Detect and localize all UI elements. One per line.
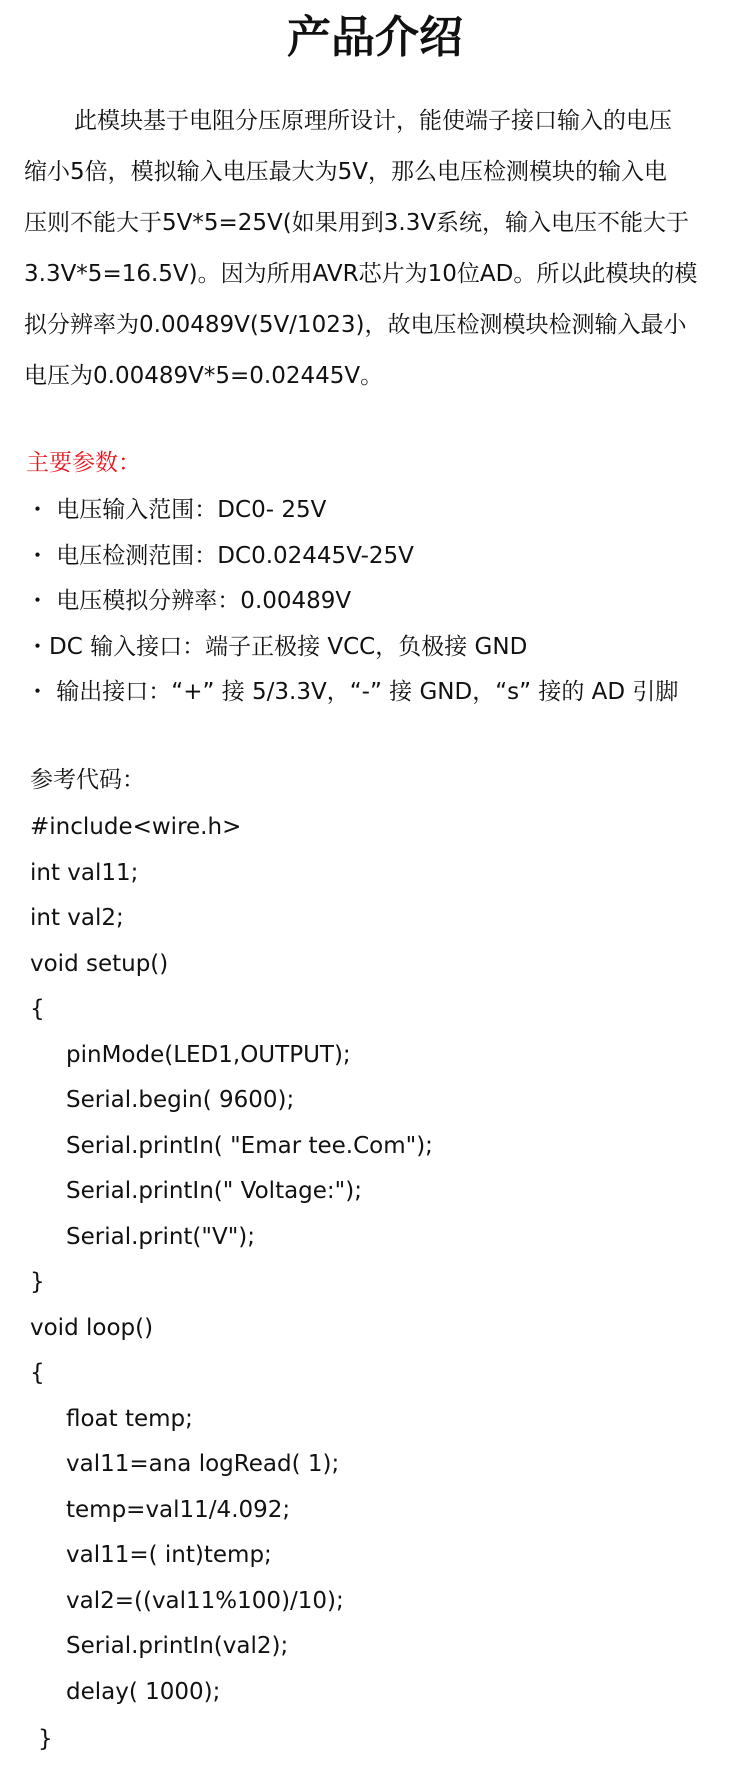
intro-paragraph (24, 96, 734, 402)
params-heading: 主要参数： (26, 450, 141, 476)
param-item: ・ 电压检测范围：DC0.02445V-25V (26, 542, 414, 569)
code-line: delay( 1000); (66, 1678, 221, 1705)
code-line: { (30, 1360, 45, 1386)
code-line: } (30, 1269, 45, 1295)
intro-line: 缩小5倍，模拟输入电压最大为5V，那么电压检测模块的输入电 (24, 159, 668, 185)
code-line: { (30, 996, 45, 1022)
code-line: val11=( int)temp; (66, 1542, 272, 1568)
intro-line: 电压为0.00489V*5=0.02445V。 (24, 363, 384, 389)
code-line: float temp; (66, 1405, 193, 1432)
code-line: Serial.printIn( "Emar tee.Com"); (66, 1132, 433, 1159)
code-line: Serial.printIn(" Voltage:"); (66, 1178, 362, 1204)
params-list (26, 488, 678, 716)
code-line: Serial.print("V"); (66, 1223, 256, 1250)
param-item: ・DC 输入接口：端子正极接 VCC，负极接 GND (26, 633, 528, 660)
code-line: Serial.printIn(val2); (66, 1633, 289, 1659)
code-line: void loop() (30, 1314, 154, 1341)
code-line: temp=val11/4.092; (66, 1496, 291, 1523)
code-line: int val11; (30, 859, 139, 886)
code-line: pinMode(LED1,OUTPUT); (66, 1041, 351, 1068)
code-line: val11=ana logRead( 1); (66, 1451, 340, 1477)
intro-line: 此模块基于电阻分压原理所设计，能使端子接口输入的电压 (74, 108, 672, 134)
code-line: Serial.begin( 9600); (66, 1087, 295, 1113)
intro-line: 3.3V*5=16.5V)。因为所用AVR芯片为10位AD。所以此模块的模 (24, 261, 698, 287)
code-line: int val2; (30, 905, 124, 931)
page-title: 产品介绍 (287, 12, 463, 63)
intro-line: 拟分辨率为0.00489V(5V/1023)，故电压检测模块检测输入最小 (24, 312, 687, 338)
param-item: ・ 电压模拟分辨率：0.00489V (26, 588, 352, 614)
code-line: #include<wire.h> (30, 814, 242, 840)
code-line: void setup() (30, 950, 169, 977)
param-item: ・ 电压输入范围：DC0- 25V (26, 497, 327, 523)
code-closing-brace: } (38, 1726, 53, 1752)
code-block (30, 805, 433, 1715)
code-line: val2=((val11%100)/10); (66, 1587, 344, 1614)
param-item: ・ 输出接口：“+” 接 5/3.3V，“-” 接 GND，“s” 接的 AD 引脚 (26, 679, 679, 705)
intro-line: 压则不能大于5V*5=25V(如果用到3.3V系统，输入电压不能大于 (24, 210, 690, 236)
reference-code-heading: 参考代码： (30, 767, 145, 793)
